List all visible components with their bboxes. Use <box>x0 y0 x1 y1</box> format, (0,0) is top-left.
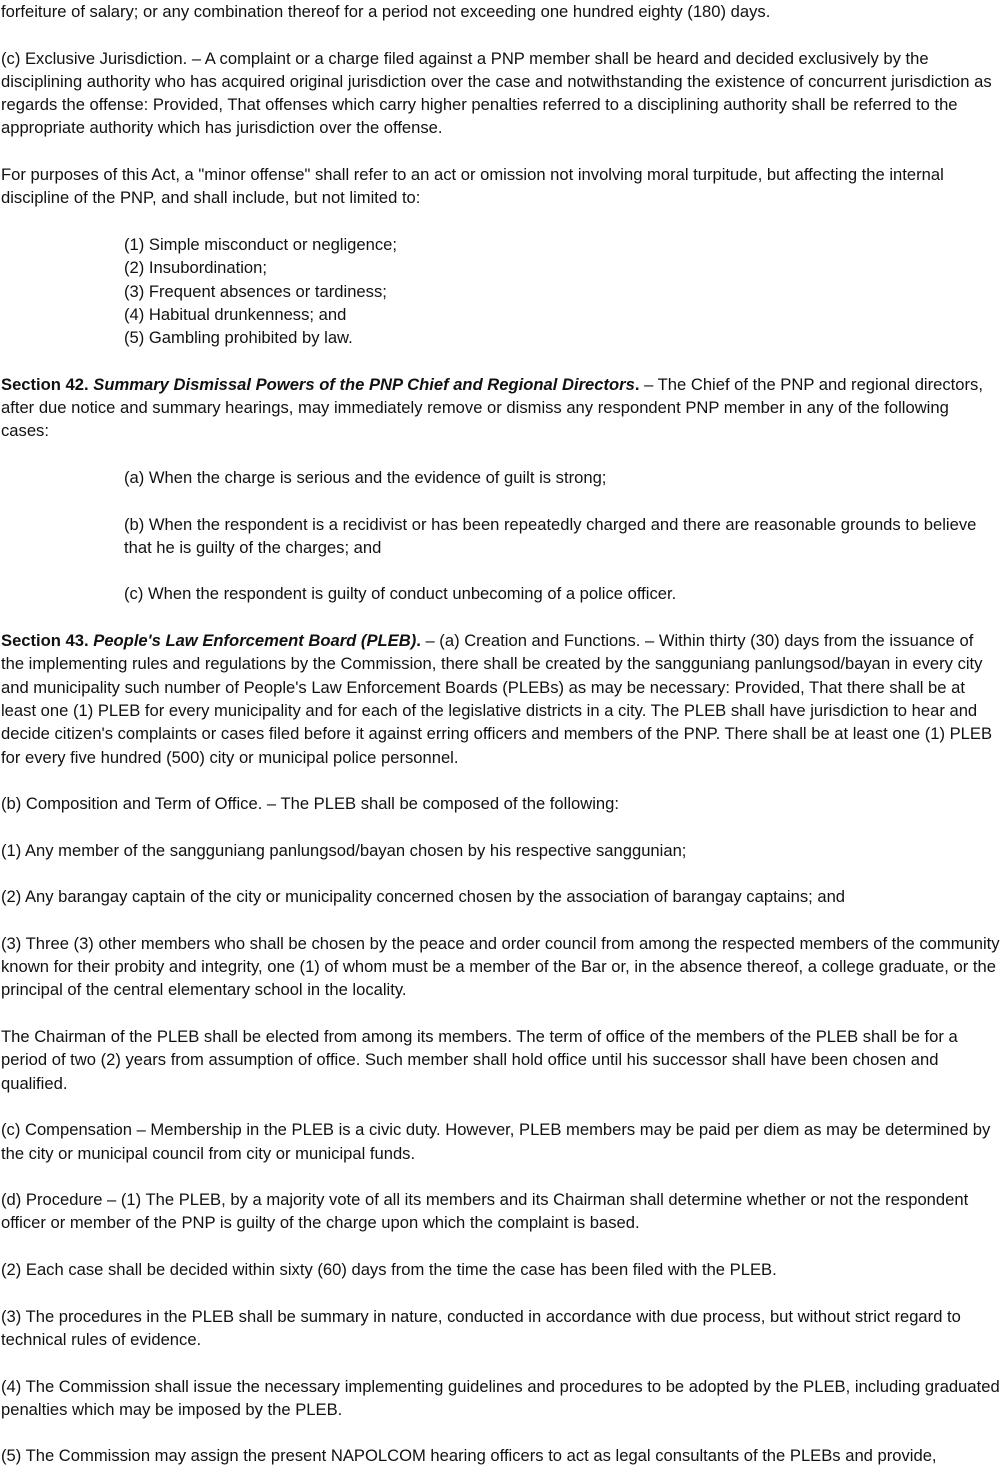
paragraph-chairman-term: The Chairman of the PLEB shall be elected from among its members. The term of office of the members of the PLEB shall be for a period of two (2) years from assumption of office. Such member shall hold office until his successor shall have been chosen and qualified. <box>1 1027 958 1093</box>
paragraph-forfeiture: forfeiture of salary; or any combination thereof for a period not exceeding one hundred eighty (180) days. <box>1 2 771 21</box>
paragraph-procedure-1: (d) Procedure – (1) The PLEB, by a majority vote of all its members and its Chairman shall determine whether or not the respondent officer or member of the PNP is guilty of the charge upon which the complaint is based. <box>1 1190 969 1233</box>
paragraph-procedure-2: (2) Each case shall be decided within sixty (60) days from the time the case has been filed with the PLEB. <box>1 1260 777 1280</box>
section-43-paragraph <box>1 629 1000 769</box>
list-item: (a) When the charge is serious and the evidence of guilt is strong; <box>124 467 607 487</box>
paragraph-exclusive-jurisdiction: (c) Exclusive Jurisdiction. – A complaint or a charge filed against a PNP member shall be heard and decided exclusively by the disciplining authority who has acquired original jurisdiction over the case and notwithstanding the existence of concurrent jurisdiction as regards the offense: Provided, That offenses which carry higher penalties referred to a disciplining authority shall be referred to the appropriate authority which has jurisdiction over the offense. <box>1 48 992 138</box>
dismissal-cases-list <box>1 466 1000 606</box>
section-42-body: – The Chief of the PNP and regional directors, after due notice and summary hearings, may immediately remove or dismiss any respondent PNP member in any of the following cases: <box>1 374 983 441</box>
list-item: (5) Gambling prohibited by law. <box>124 328 353 348</box>
section-43-title-period: . <box>416 631 421 651</box>
list-item: (c) When the respondent is guilty of conduct unbecoming of a police officer. <box>124 584 677 604</box>
paragraph-compensation: (c) Compensation – Membership in the PLEB is a civic duty. However, PLEB members may be paid per diem as may be determined by the city or municipal council from city or municipal funds. <box>1 1120 991 1163</box>
section-43-title: People's Law Enforcement Board (PLEB) <box>93 631 417 651</box>
paragraph-member-sanggunian: (1) Any member of the sangguniang panlungsod/bayan chosen by his respective sanggunian; <box>1 840 687 860</box>
section-42-number: Section 42. <box>1 374 89 394</box>
paragraph-composition: (b) Composition and Term of Office. – The PLEB shall be composed of the following: <box>1 794 619 814</box>
section-42-title-period: . <box>634 374 640 394</box>
paragraph-member-council: (3) Three (3) other members who shall be chosen by the peace and order council from among the respected members of the community known for their probity and integrity, one (1) of whom must be a member of the Bar or, in the absence thereof, a college graduate, or the principal of the central elementary school in the locality. <box>1 933 1000 1000</box>
paragraph-procedure-4: (4) The Commission shall issue the necessary implementing guidelines and procedures to be adopted by the PLEB, including graduated penalties which may be imposed by the PLEB. <box>1 1376 1000 1419</box>
paragraph-procedure-5: (5) The Commission may assign the present NAPOLCOM hearing officers to act as legal consultants of the PLEBs and provide, <box>1 1446 937 1466</box>
section-42-paragraph <box>1 373 1000 443</box>
list-item: (2) Insubordination; <box>124 258 267 278</box>
list-item: (1) Simple misconduct or negligence; <box>124 234 398 254</box>
section-42-title: Summary Dismissal Powers of the PNP Chief and Regional Directors <box>93 374 635 394</box>
paragraph-member-barangay: (2) Any barangay captain of the city or municipality concerned chosen by the association of barangay captains; and <box>1 887 846 907</box>
list-item: (4) Habitual drunkenness; and <box>124 304 347 324</box>
section-43-body: – (a) Creation and Functions. – Within thirty (30) days from the issuance of the implementing rules and regulations by the Commission, there shall be created by the sangguniang panlungsod/bayan in every city and municipality such number of People's Law Enforcement Boards (PLEBs) as may be necessary: Provided, That there shall be at least one (1) PLEB for every municipality and for each of the legislative districts in a city. The PLEB shall have jurisdiction to hear and decide citizen's complaints or cases filed before it against erring officers and members of the PNP. There shall be at least one (1) PLEB for every five hundred (500) city or municipal police personnel. <box>1 631 993 767</box>
section-43-number: Section 43. <box>1 631 89 651</box>
list-item: (b) When the respondent is a recidivist or has been repeatedly charged and there are reasonable grounds to believe that he is guilty of the charges; and <box>124 514 977 557</box>
paragraph-minor-offense-definition: For purposes of this Act, a "minor offense" shall refer to an act or omission not involving moral turpitude, but affecting the internal discipline of the PNP, and shall include, but not limited to: <box>1 165 944 208</box>
paragraph-procedure-3: (3) The procedures in the PLEB shall be summary in nature, conducted in accordance with due process, but without strict regard to technical rules of evidence. <box>1 1306 961 1349</box>
list-item: (3) Frequent absences or tardiness; <box>124 281 387 301</box>
minor-offense-list <box>1 233 1000 349</box>
